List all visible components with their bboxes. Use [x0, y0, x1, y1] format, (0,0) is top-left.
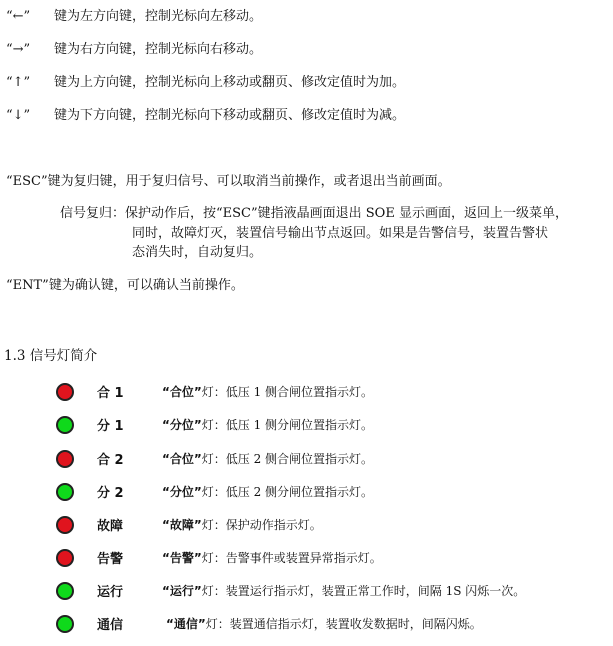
led-quoted-label: “通信” — [166, 617, 206, 631]
led-name: 通信 — [97, 618, 124, 633]
key-down-desc: 键为下方向键，控制光标向下移动或翻页、修改定值时为减。 — [54, 108, 406, 123]
key-right-desc: 键为右方向键，控制光标向右移动。 — [54, 42, 263, 57]
led-desc-text: 灯：低压 2 侧合闸位置指示灯。 — [201, 452, 374, 466]
section-heading: 1.3 信号灯简介 — [4, 348, 98, 364]
led-description — [162, 549, 382, 566]
red-led-icon — [56, 549, 74, 567]
key-left-line — [6, 9, 262, 25]
key-up-desc: 键为上方向键，控制光标向上移动或翻页、修改定值时为加。 — [54, 75, 406, 90]
led-name: 故障 — [97, 519, 124, 534]
key-left-desc: 键为左方向键，控制光标向左移动。 — [54, 9, 263, 24]
esc-key-text: “ESC”键为复归键，用于复归信号、可以取消当前操作，或者退出当前画面。 — [6, 174, 451, 189]
led-description — [162, 516, 322, 533]
signal-reset-line-1: 信号复归：保护动作后，按“ESC”键指液晶画面退出 SOE 显示画面，返回上一级菜单， — [60, 206, 568, 221]
led-quoted-label: “合位” — [162, 385, 202, 399]
led-quoted-label: “运行” — [162, 584, 202, 598]
led-row-fen2 — [0, 481, 613, 503]
key-down-symbol: “↓” — [6, 108, 31, 123]
signal-reset-line-3: 态消失时，自动复归。 — [132, 245, 263, 260]
led-name: 分 1 — [97, 419, 124, 434]
led-name: 合 2 — [97, 453, 124, 468]
green-led-icon — [56, 615, 74, 633]
led-desc-text: 灯：低压 1 侧合闸位置指示灯。 — [201, 385, 374, 399]
led-quoted-label: “分位” — [162, 418, 202, 432]
led-desc-text: 灯：保护动作指示灯。 — [201, 518, 322, 532]
green-led-icon — [56, 416, 74, 434]
led-description — [162, 450, 373, 467]
led-row-fen1 — [0, 414, 613, 436]
led-row-comm — [0, 613, 613, 635]
led-description — [162, 416, 373, 433]
key-down-line — [6, 108, 405, 124]
led-desc-text: 灯：告警事件或装置异常指示灯。 — [201, 551, 382, 565]
key-right-symbol: “→” — [6, 42, 31, 57]
led-name: 运行 — [97, 585, 124, 600]
key-up-line — [6, 75, 405, 91]
ent-key-text: “ENT”键为确认键，可以确认当前操作。 — [6, 278, 244, 293]
led-name: 告警 — [97, 552, 124, 567]
led-description — [162, 582, 525, 599]
led-row-he2 — [0, 448, 613, 470]
led-desc-text: 灯：装置运行指示灯，装置正常工作时，间隔 1S 闪烁一次。 — [201, 584, 526, 598]
led-quoted-label: “故障” — [162, 518, 202, 532]
led-description — [166, 615, 482, 632]
key-left-symbol: “←” — [6, 9, 31, 24]
led-description — [162, 483, 373, 500]
green-led-icon — [56, 582, 74, 600]
red-led-icon — [56, 516, 74, 534]
green-led-icon — [56, 483, 74, 501]
led-row-alarm — [0, 547, 613, 569]
red-led-icon — [56, 450, 74, 468]
led-quoted-label: “合位” — [162, 452, 202, 466]
led-description — [162, 383, 373, 400]
red-led-icon — [56, 383, 74, 401]
signal-reset-line-2: 同时，故障灯灭，装置信号输出节点返回。如果是告警信号，装置告警状 — [132, 226, 549, 241]
led-desc-text: 灯：低压 2 侧分闸位置指示灯。 — [201, 485, 374, 499]
led-row-fault — [0, 514, 613, 536]
led-name: 合 1 — [97, 386, 124, 401]
led-row-run — [0, 580, 613, 602]
led-row-he1 — [0, 381, 613, 403]
led-desc-text: 灯：装置通信指示灯，装置收发数据时，间隔闪烁。 — [205, 617, 482, 631]
led-desc-text: 灯：低压 1 侧分闸位置指示灯。 — [201, 418, 374, 432]
key-right-line — [6, 42, 262, 58]
key-up-symbol: “↑” — [6, 75, 31, 90]
led-name: 分 2 — [97, 486, 124, 501]
led-quoted-label: “分位” — [162, 485, 202, 499]
led-quoted-label: “告警” — [162, 551, 202, 565]
